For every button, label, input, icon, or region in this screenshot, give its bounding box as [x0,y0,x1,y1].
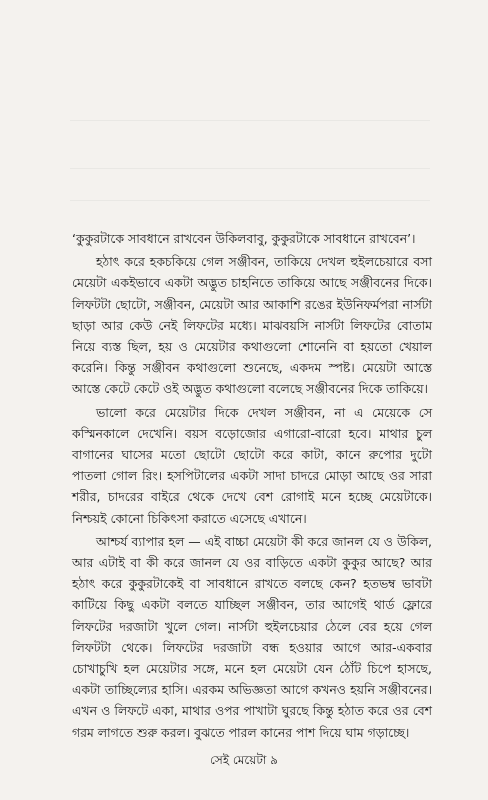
show-through-line [70,120,430,121]
page-footer: সেই মেয়েটা ৯ [210,753,278,767]
paragraph: ভালো করে মেয়েটার দিকে দেখল সঞ্জীবন, না এ মেয়েকে সে কস্মিনকালে দেখেনি। বয়স বড়োজোর এগারো-বারো হবে। মাথার চুল বাগানের ঘাসের মতো ছোটো ছোটো করে কাটা, কানে রুপোর দুটো পাতলা গোল রিং। হসপিটালের একটা সাদা চাদরে মোড়া আছে ওর সারা শরীর, চাদরের বাইরে থেকে দেখে বেশ রোগাই মনে হচ্ছে মেয়েটাকে। নিশ্চয়ই কোনো চিকিৎসা করাতে এসেছে এখানে। [72,404,432,526]
paragraph-quote: ‘কুকুরটাকে সাবধানে রাখবেন উকিলবাবু, কুকুরটাকে সাবধানে রাখবেন’। [72,231,416,246]
paragraph: আশ্চর্য ব্যাপার হল — এই বাচ্চা মেয়েটা কী করে জানল যে ও উকিল, আর এটাই বা কী করে জানল যে ওর বাড়িতে একটা কুকুর আছে? আর হঠাৎ করে কুকুরটাকেই বা সাবধানে রাখতে বলছে কেন? হতভম্ব ভাবটা কাটিয়ে কিছু একটা বলতে যাচ্ছিল সঞ্জীবন, তার আগেই থার্ড ফ্লোরে লিফটের দরজাটা খুলে গেল। নার্সটা হুইলচেয়ার ঠেলে বের হয়ে গেল লিফটটা থেকে। লিফটের দরজাটা বন্ধ হওয়ার আগে আর-একবার চোখাচুখি হল মেয়েটার সঙ্গে, মনে হল মেয়েটা যেন ঠোঁট চিপে হাসছে, একটা তাচ্ছিল্যের হাসি। এরকম অভিজ্ঞতা আগে কখনও হয়নি সঞ্জীবনের। এখন ও লিফটে একা, মাথার ওপর পাখাটা ঘুরছে কিন্তু হঠাত করে ওর বেশ গরম লাগতে শুরু করল। বুঝতে পারল কানের পাশ দিয়ে ঘাম গড়াচ্ছে। [72,533,432,740]
paragraph: হঠাৎ করে হকচকিয়ে গেল সঞ্জীবন, তাকিয়ে দেখল হুইলচেয়ারে বসা মেয়েটা একইভাবে একটা অদ্ভুত চাহনিতে তাকিয়ে আছে সঞ্জীবনের দিকে। লিফটটা ছোটো, সঞ্জীবন, মেয়েটা আর আকাশি রঙের ইউনিফর্মপরা নার্সটা ছাড়া আর কেউ নেই লিফটের মধ্যে। মাঝবয়সি নার্সটা লিফটের বোতাম নিয়ে ব্যস্ত ছিল, হয় ও মেয়েটার কথাগুলো শোনেনি বা হয়তো খেয়াল করেনি। কিন্তু সঞ্জীবন কথাগুলো শুনেছে, একদম স্পষ্ট। মেয়েটা আস্তে আস্তে কেটে কেটে ওই অদ্ভুত কথাগুলো বলেছে সঞ্জীবনের দিকে তাকিয়ে। [72,254,432,397]
show-through-line [70,168,430,169]
body-text [72,228,432,743]
show-through-line [70,200,430,201]
